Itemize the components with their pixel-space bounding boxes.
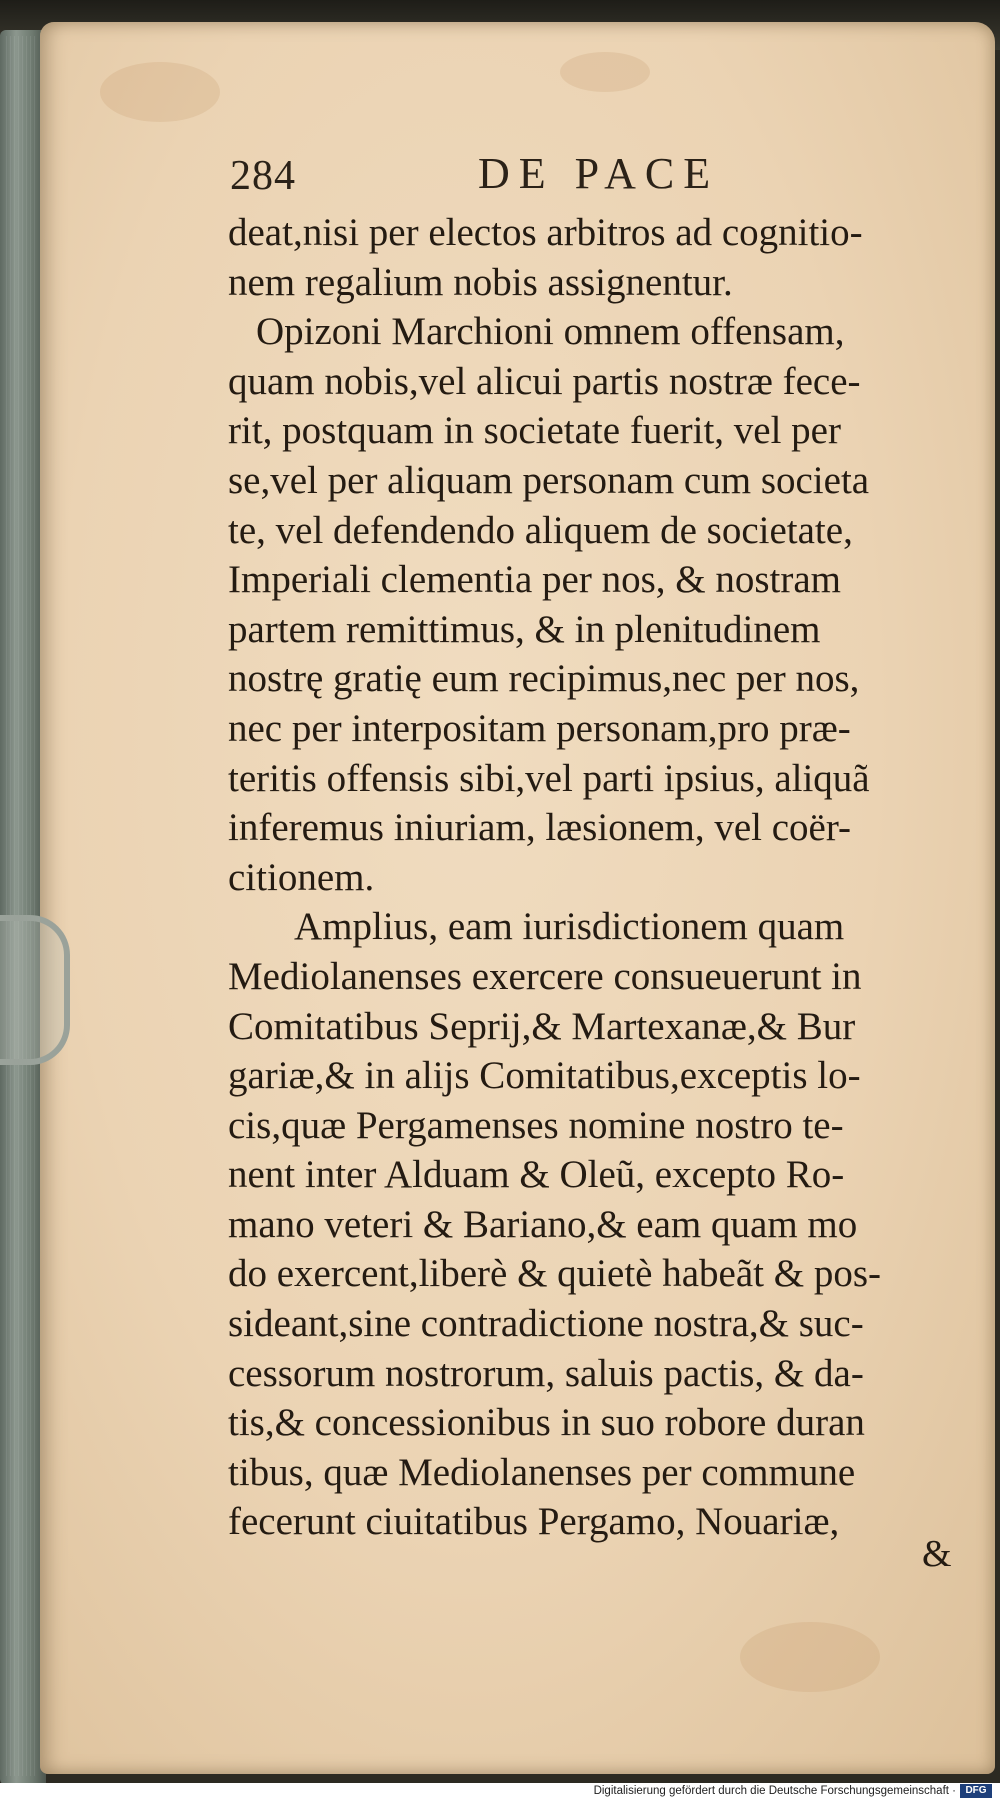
page-number: 284	[230, 153, 296, 199]
text-line: Comitatibus Seprij,& Martexanæ,& Bur	[228, 1004, 856, 1048]
catchword: &	[922, 1533, 952, 1575]
paragraph-start-line: Amplius, eam iurisdictionem quam	[294, 905, 845, 949]
page-edge-lines	[6, 36, 38, 1776]
text-line: deat,nisi per electos arbitros ad cognitio-	[228, 211, 863, 254]
text-line: citionem.	[228, 855, 375, 899]
text-line: te, vel defendendo aliquem de societate,	[228, 508, 853, 552]
text-line: cessorum nostrorum, saluis pactis, & da-	[228, 1351, 864, 1395]
text-line: Mediolanenses exercere consueuerunt in	[228, 954, 862, 998]
book-clasp	[0, 915, 70, 1065]
text-line: nent inter Alduam & Oleũ, excepto Ro-	[228, 1153, 845, 1197]
text-line: cis,quæ Pergamenses nomine nostro te-	[228, 1103, 844, 1147]
text-line: tis,& concessionibus in suo robore duran	[228, 1401, 865, 1445]
text-line: nec per interpositam personam,pro præ-	[228, 706, 851, 750]
text-line: nem regalium nobis assignentur.	[228, 260, 733, 304]
running-title: DE PACE	[478, 149, 720, 198]
text-line: do exercent,liberè & quietè habeãt & pos-	[228, 1252, 881, 1296]
text-line: mano veteri & Bariano,& eam quam mo	[228, 1202, 858, 1246]
dfg-logo: DFG	[960, 1784, 992, 1798]
text-line: rit, postquam in societate fuerit, vel per	[228, 409, 841, 453]
text-line: partem remittimus, & in plenitudinem	[228, 607, 821, 651]
text-line: inferemus iniuriam, læsionem, vel coër-	[228, 806, 852, 850]
text-line: Imperiali clementia per nos, & nostram	[228, 558, 841, 602]
text-line: quam nobis,vel alicui partis nostræ fece-	[228, 359, 861, 403]
text-line: se,vel per aliquam personam cum societa	[228, 458, 870, 502]
paper-stain	[100, 62, 220, 122]
text-line: gariæ,& in alijs Comitatibus,exceptis lo-	[228, 1054, 861, 1098]
paper-stain	[560, 52, 650, 92]
text-block	[228, 208, 968, 1547]
text-line: tibus, quæ Mediolanenses per commune	[228, 1450, 856, 1494]
text-line: teritis offensis sibi,vel parti ipsius, aliquã	[228, 756, 870, 800]
text-line: fecerunt ciuitatibus Pergamo, Nouariæ,	[228, 1500, 840, 1544]
paper-stain	[740, 1622, 880, 1692]
digitization-credit: Digitalisierung gefördert durch die Deutsche Forschungsgemeinschaft ·	[593, 1785, 956, 1797]
paragraph-start-line: Opizoni Marchioni omnem offensam,	[256, 310, 845, 354]
text-line: sideant,sine contradictione nostra,& suc-	[228, 1302, 864, 1346]
text-line: nostrę gratię eum recipimus,nec per nos,	[228, 657, 860, 701]
